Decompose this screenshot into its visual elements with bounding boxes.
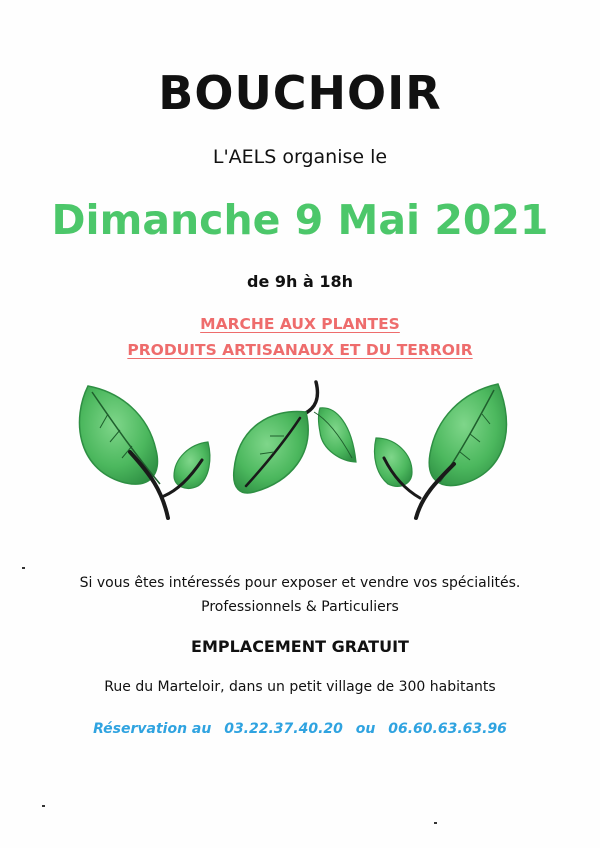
middle-sprig-icon <box>234 382 356 493</box>
exhibitor-invite: Si vous êtes intéressés pour exposer et vendre vos spécialités. <box>79 575 521 591</box>
reservation-line <box>0 721 600 737</box>
market-line-2-wrapper <box>0 340 600 359</box>
event-hours: de 9h à 18h <box>247 272 353 291</box>
event-date: Dimanche 9 Mai 2021 <box>51 196 549 244</box>
leaves-illustration-icon <box>70 378 530 528</box>
address-text: Rue du Marteloir, dans un petit village de 300 habitants <box>104 679 496 695</box>
organizer-text: L'AELS organise le <box>212 146 388 168</box>
market-line-1-wrapper <box>0 314 600 333</box>
market-line-1: MARCHE AUX PLANTES <box>200 315 400 333</box>
free-spot-text: EMPLACEMENT GRATUIT <box>191 637 409 656</box>
left-sprig-icon <box>79 386 209 518</box>
audience-text: Professionnels & Particuliers <box>201 599 399 615</box>
flyer-title: BOUCHOIR <box>158 66 442 120</box>
reservation-phone-2: 06.60.63.63.96 <box>388 721 507 737</box>
scan-speck <box>434 822 437 824</box>
reservation-phone-1: 03.22.37.40.20 <box>224 721 343 737</box>
right-sprig-icon <box>375 384 507 518</box>
reservation-label: Réservation au <box>93 721 212 737</box>
scan-speck <box>42 805 45 807</box>
scan-speck <box>22 567 25 569</box>
reservation-separator: ou <box>355 721 376 737</box>
market-line-2: PRODUITS ARTISANAUX ET DU TERROIR <box>127 341 473 359</box>
